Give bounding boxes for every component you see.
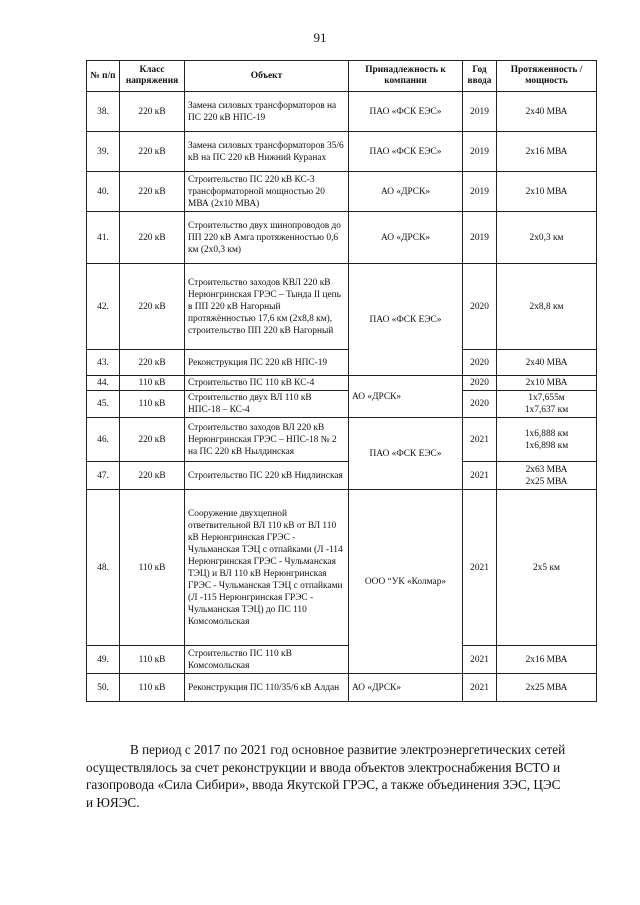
row-capacity: 2х5 км	[497, 490, 597, 646]
page-number: 91	[313, 30, 327, 45]
row-capacity: 2х16 МВА	[497, 132, 597, 172]
row-capacity: 1х7,655м 1х7,637 км	[497, 391, 597, 418]
row-num: 46.	[87, 418, 120, 462]
row-year: 2020	[463, 264, 497, 350]
row-owner: ПАО «ФСК ЕЭС»	[349, 132, 463, 172]
row-year: 2021	[463, 490, 497, 646]
row-num: 47.	[87, 462, 120, 490]
row-capacity: 2х40 МВА	[497, 350, 597, 376]
row-num: 40.	[87, 172, 120, 212]
row-num: 39.	[87, 132, 120, 172]
table-row	[87, 646, 597, 674]
row-year: 2021	[463, 646, 497, 674]
row-num: 48.	[87, 490, 120, 646]
header-object: Объект	[185, 61, 349, 92]
table-row	[87, 350, 597, 376]
row-owner: АО «ДРСК»	[349, 212, 463, 264]
row-object: Строительство двух ВЛ 110 кВ НПС-18 – КС-4	[185, 391, 349, 418]
paragraph-line: В период с 2017 по 2021 год основное развитие электроэнергетических сетей	[130, 742, 566, 757]
table-row	[87, 462, 597, 490]
row-owner: ПАО «ФСК ЕЭС»	[349, 418, 463, 490]
row-num: 49.	[87, 646, 120, 674]
table-row	[87, 92, 597, 132]
row-class: 220 кВ	[120, 462, 185, 490]
row-num: 45.	[87, 391, 120, 418]
table-row	[87, 490, 597, 646]
row-owner: АО «ДРСК»	[349, 674, 463, 702]
projects-table	[86, 60, 597, 702]
header-owner: Принадлежность к компании	[349, 61, 463, 92]
table-row	[87, 376, 597, 391]
row-num: 50.	[87, 674, 120, 702]
row-num: 41.	[87, 212, 120, 264]
row-class: 220 кВ	[120, 418, 185, 462]
row-class: 220 кВ	[120, 264, 185, 350]
row-class: 110 кВ	[120, 391, 185, 418]
row-year: 2020	[463, 350, 497, 376]
row-capacity: 2х10 МВА	[497, 376, 597, 391]
paragraph-line: и ЮЯЭС.	[86, 794, 140, 810]
row-object: Строительство ПС 220 кВ Нидлинская	[185, 462, 349, 490]
row-object: Строительство заходов ВЛ 220 кВ Нерюнгринская ГРЭС – НПС-18 № 2 на ПС 220 кВ Нылдинская	[185, 418, 349, 462]
row-num: 43.	[87, 350, 120, 376]
row-object: Строительство заходов КВЛ 220 кВ Нерюнгринская ГРЭС – Тында II цепь в ПП 220 кВ Нагорный протяжённостью 17,6 км (2х8,8 км), строительство ПП 220 кВ Нагорный	[185, 264, 349, 350]
row-object: Строительство ПС 110 кВ Комсомольская	[185, 646, 349, 674]
row-class: 110 кВ	[120, 674, 185, 702]
row-object: Строительство ПС 220 кВ КС-3 трансформаторной мощностью 20 МВА (2х10 МВА)	[185, 172, 349, 212]
table-row	[87, 391, 597, 418]
row-object: Замена силовых трансформаторов 35/6 кВ на ПС 220 кВ Нижний Куранах	[185, 132, 349, 172]
table-row	[87, 172, 597, 212]
header-year: Год ввода	[463, 61, 497, 92]
row-owner: ООО “УК «Колмар»	[349, 490, 463, 674]
row-year: 2019	[463, 212, 497, 264]
row-year: 2020	[463, 376, 497, 391]
row-class: 110 кВ	[120, 376, 185, 391]
body-paragraph	[86, 741, 596, 811]
row-class: 220 кВ	[120, 212, 185, 264]
row-year: 2019	[463, 172, 497, 212]
row-year: 2021	[463, 462, 497, 490]
row-class: 220 кВ	[120, 132, 185, 172]
row-capacity: 2х8,8 км	[497, 264, 597, 350]
row-object: Реконструкция ПС 220 кВ НПС-19	[185, 350, 349, 376]
row-capacity: 2х16 МВА	[497, 646, 597, 674]
table-header-row	[87, 61, 597, 92]
row-year: 2019	[463, 92, 497, 132]
row-owner: ПАО «ФСК ЕЭС»	[349, 264, 463, 376]
row-object: Сооружение двухцепной ответвительной ВЛ 110 кВ от ВЛ 110 кВ Нерюнгринская ГРЭС - Чульманская ТЭЦ с отпайками (Л -114 Нерюнгринская ГРЭС - Чульманская ТЭЦ) и ВЛ 110 кВ Нерюнгринская ГРЭС - Чульманская ТЭЦ с отпайками (Л -115 Нерюнгринская ГРЭС - Чульманская ТЭЦ) до ПС 110 Комсомольская	[185, 490, 349, 646]
row-num: 44.	[87, 376, 120, 391]
row-object: Замена силовых трансформаторов на ПС 220 кВ НПС-19	[185, 92, 349, 132]
row-class: 110 кВ	[120, 646, 185, 674]
row-class: 220 кВ	[120, 92, 185, 132]
row-capacity: 1х6,888 км 1х6,898 км	[497, 418, 597, 462]
row-object: Реконструкция ПС 110/35/6 кВ Алдан	[185, 674, 349, 702]
row-object: Строительство ПС 110 кВ КС-4	[185, 376, 349, 391]
table-row	[87, 418, 597, 462]
row-object: Строительство двух шинопроводов до ПП 220 кВ Амга протяженностью 0,6 км (2х0,3 км)	[185, 212, 349, 264]
table-row	[87, 264, 597, 350]
row-year: 2020	[463, 391, 497, 418]
row-capacity: 2х0,3 км	[497, 212, 597, 264]
row-capacity: 2х10 МВА	[497, 172, 597, 212]
row-capacity: 2х40 МВА	[497, 92, 597, 132]
paragraph-line: газопровода «Сила Сибири», ввода Якутской ГРЭС, а также объединения ЗЭС, ЦЭС	[86, 777, 561, 792]
row-year: 2021	[463, 418, 497, 462]
header-class: Класс напряжения	[120, 61, 185, 92]
row-owner: АО «ДРСК»	[349, 376, 463, 418]
row-owner: АО «ДРСК»	[349, 172, 463, 212]
row-capacity: 2х25 МВА	[497, 674, 597, 702]
table-row	[87, 674, 597, 702]
row-class: 220 кВ	[120, 172, 185, 212]
table-row	[87, 212, 597, 264]
header-capacity: Протяженность / мощность	[497, 61, 597, 92]
row-class: 220 кВ	[120, 350, 185, 376]
table-row	[87, 132, 597, 172]
row-num: 38.	[87, 92, 120, 132]
row-class: 110 кВ	[120, 490, 185, 646]
row-num: 42.	[87, 264, 120, 350]
row-year: 2019	[463, 132, 497, 172]
row-owner: ПАО «ФСК ЕЭС»	[349, 92, 463, 132]
header-num: № п/п	[87, 61, 120, 92]
row-year: 2021	[463, 674, 497, 702]
paragraph-line: осуществлялось за счет реконструкции и ввода объектов электроснабжения ВСТО и	[86, 759, 561, 775]
row-capacity: 2х63 МВА 2х25 МВА	[497, 462, 597, 490]
